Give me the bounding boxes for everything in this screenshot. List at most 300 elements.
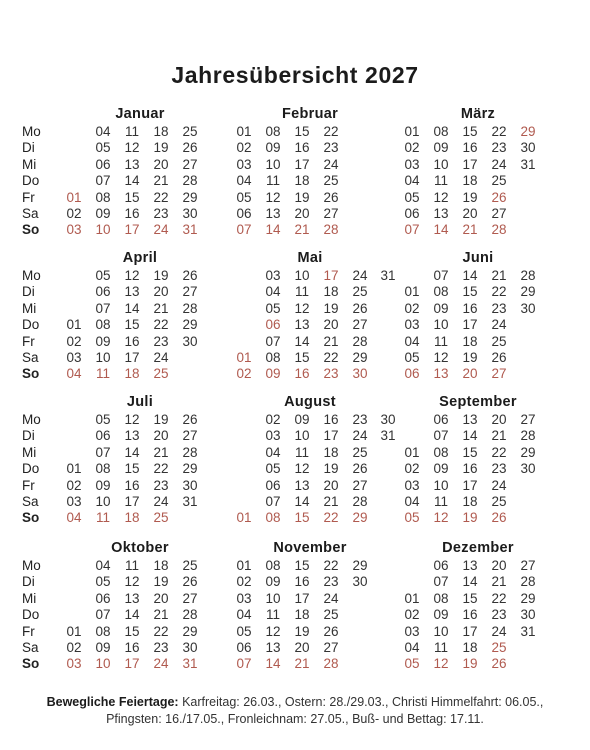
day-cell: 17	[462, 317, 478, 333]
day-cell: 27	[182, 284, 198, 300]
day-cell: 26	[182, 268, 198, 283]
day-cell: 14	[265, 222, 281, 238]
day-cell: 28	[520, 428, 536, 444]
day-cell: 28	[491, 222, 507, 238]
weekday-label: Sa	[22, 494, 39, 509]
day-cell: 24	[491, 156, 507, 172]
day-cell: 21	[491, 428, 507, 444]
day-cell: 27	[352, 317, 368, 333]
month-name: Juni	[462, 250, 494, 266]
day-cell: 25	[323, 173, 339, 189]
day-cell: 11	[95, 510, 110, 526]
day-cell: 10	[95, 494, 111, 509]
day-cell: 21	[153, 300, 169, 316]
day-cell: 27	[491, 206, 507, 221]
movable-holidays-line1: Karfreitag: 26.03., Ostern: 28./29.03., Christi Himmelfahrt: 06.05.,	[182, 695, 544, 709]
month-name: August	[284, 394, 336, 410]
day-cell: 08	[265, 350, 281, 365]
day-cell: 15	[462, 284, 478, 300]
day-cell: 21	[491, 268, 507, 283]
day-cell: 15	[124, 623, 140, 639]
weekday-label: So	[22, 222, 40, 238]
month-name: Mai	[297, 250, 323, 266]
day-cell: 26	[352, 461, 368, 477]
day-cell: 13	[433, 206, 449, 221]
day-cell: 02	[66, 640, 82, 655]
day-cell: 30	[182, 206, 198, 221]
day-cell: 23	[153, 477, 169, 493]
day-cell: 03	[236, 156, 252, 172]
day-cell: 28	[182, 300, 198, 316]
day-cell: 11	[294, 284, 309, 300]
day-cell: 14	[124, 300, 140, 316]
day-cell: 04	[404, 494, 420, 509]
day-cell: 07	[236, 656, 252, 672]
day-cell: 12	[433, 350, 449, 365]
day-cell: 17	[124, 656, 140, 672]
day-cell: 11	[433, 494, 448, 509]
day-cell: 17	[124, 222, 140, 238]
day-cell: 15	[462, 444, 478, 460]
day-cell: 30	[520, 300, 536, 316]
day-cell: 23	[352, 412, 368, 427]
day-cell: 15	[294, 558, 310, 573]
day-cell: 01	[404, 444, 420, 460]
weekday-label: So	[22, 656, 40, 672]
day-cell: 14	[294, 494, 310, 509]
day-cell: 05	[404, 189, 420, 205]
day-cell: 19	[462, 656, 478, 672]
day-cell: 01	[236, 510, 252, 526]
day-cell: 17	[462, 477, 478, 493]
day-cell: 05	[404, 510, 420, 526]
day-cell: 20	[294, 640, 310, 655]
day-cell: 04	[236, 173, 252, 189]
day-cell: 08	[95, 189, 111, 205]
day-cell: 27	[323, 206, 339, 221]
day-cell: 12	[265, 189, 281, 205]
day-cell: 18	[124, 510, 140, 526]
day-cell: 19	[323, 300, 339, 316]
day-cell: 11	[433, 333, 448, 349]
day-cell: 22	[153, 461, 169, 477]
day-cell: 17	[323, 268, 339, 283]
day-cell: 19	[153, 574, 169, 590]
day-cell: 24	[491, 623, 507, 639]
day-cell: 19	[462, 189, 478, 205]
day-cell: 12	[433, 656, 449, 672]
day-cell: 15	[294, 350, 310, 365]
day-cell: 24	[153, 222, 169, 238]
day-cell: 09	[95, 640, 111, 655]
day-cell: 29	[182, 623, 198, 639]
day-cell: 10	[433, 477, 449, 493]
weekday-label: Di	[22, 140, 35, 156]
day-cell: 17	[323, 428, 339, 444]
day-cell: 11	[124, 124, 139, 139]
day-cell: 03	[404, 623, 420, 639]
day-cell: 29	[352, 510, 368, 526]
day-cell: 20	[153, 590, 169, 606]
day-cell: 21	[491, 574, 507, 590]
day-cell: 22	[323, 510, 339, 526]
day-cell: 17	[124, 494, 140, 509]
day-cell: 30	[520, 140, 536, 156]
day-cell: 22	[323, 350, 339, 365]
day-cell: 23	[323, 366, 339, 382]
month-name: November	[273, 540, 347, 556]
day-cell: 26	[182, 574, 198, 590]
day-cell: 28	[323, 222, 339, 238]
day-cell: 08	[433, 590, 449, 606]
day-cell: 22	[323, 558, 339, 573]
day-cell: 08	[95, 461, 111, 477]
day-cell: 21	[323, 333, 339, 349]
day-cell: 23	[323, 140, 339, 156]
day-cell: 03	[265, 268, 281, 283]
weekday-label: Sa	[22, 350, 39, 365]
day-cell: 11	[433, 173, 448, 189]
day-cell: 20	[323, 477, 339, 493]
day-cell: 13	[294, 477, 310, 493]
day-cell: 15	[294, 510, 310, 526]
day-cell: 16	[462, 461, 478, 477]
day-cell: 09	[294, 412, 310, 427]
day-cell: 12	[265, 623, 281, 639]
day-cell: 06	[433, 558, 449, 573]
day-cell: 18	[124, 366, 140, 382]
day-cell: 16	[462, 607, 478, 623]
day-cell: 11	[294, 444, 309, 460]
day-cell: 19	[153, 412, 169, 427]
day-cell: 18	[294, 173, 310, 189]
day-cell: 21	[462, 222, 478, 238]
day-cell: 31	[520, 156, 536, 172]
day-cell: 09	[433, 140, 449, 156]
day-cell: 24	[352, 268, 368, 283]
day-cell: 08	[265, 510, 281, 526]
day-cell: 27	[323, 640, 339, 655]
month-name: Oktober	[111, 540, 169, 556]
day-cell: 11	[124, 558, 139, 573]
day-cell: 18	[462, 494, 478, 509]
day-cell: 04	[265, 444, 281, 460]
day-cell: 26	[491, 656, 507, 672]
day-cell: 21	[294, 222, 310, 238]
day-cell: 08	[95, 317, 111, 333]
weekday-label: Di	[22, 428, 35, 444]
day-cell: 23	[491, 607, 507, 623]
month-name: Dezember	[442, 540, 514, 556]
day-cell: 12	[433, 510, 449, 526]
day-cell: 20	[153, 428, 169, 444]
day-cell: 13	[124, 428, 140, 444]
day-cell: 31	[380, 428, 396, 444]
day-cell: 19	[462, 510, 478, 526]
day-cell: 01	[236, 350, 252, 365]
day-cell: 01	[404, 124, 420, 139]
day-cell: 11	[95, 366, 110, 382]
day-cell: 09	[433, 300, 449, 316]
day-cell: 18	[462, 333, 478, 349]
day-cell: 15	[124, 461, 140, 477]
day-cell: 08	[433, 444, 449, 460]
day-cell: 30	[182, 477, 198, 493]
day-cell: 07	[95, 444, 111, 460]
day-cell: 27	[182, 156, 198, 172]
day-cell: 26	[352, 300, 368, 316]
day-cell: 06	[404, 206, 420, 221]
day-cell: 03	[66, 656, 82, 672]
day-cell: 21	[153, 444, 169, 460]
day-cell: 05	[95, 574, 111, 590]
day-cell: 02	[66, 206, 82, 221]
day-cell: 27	[520, 412, 536, 427]
day-cell: 15	[462, 590, 478, 606]
day-cell: 29	[520, 124, 536, 139]
day-cell: 10	[95, 350, 111, 365]
day-cell: 25	[352, 444, 368, 460]
day-cell: 28	[352, 333, 368, 349]
day-cell: 16	[294, 574, 310, 590]
day-cell: 18	[462, 640, 478, 655]
day-cell: 16	[294, 366, 310, 382]
day-cell: 01	[66, 317, 82, 333]
day-cell: 25	[153, 510, 169, 526]
day-cell: 31	[182, 494, 198, 509]
day-cell: 06	[95, 156, 111, 172]
movable-holidays-label: Bewegliche Feiertage:	[46, 695, 179, 709]
weekday-label: Mi	[22, 590, 37, 606]
day-cell: 21	[323, 494, 339, 509]
day-cell: 22	[491, 124, 507, 139]
day-cell: 17	[294, 590, 310, 606]
weekday-label: So	[22, 366, 40, 382]
day-cell: 26	[182, 412, 198, 427]
day-cell: 29	[182, 461, 198, 477]
day-cell: 29	[182, 317, 198, 333]
day-cell: 03	[265, 428, 281, 444]
day-cell: 02	[404, 140, 420, 156]
day-cell: 03	[66, 222, 82, 238]
day-cell: 23	[491, 140, 507, 156]
day-cell: 11	[265, 607, 280, 623]
day-cell: 18	[323, 284, 339, 300]
day-cell: 22	[491, 284, 507, 300]
day-cell: 14	[124, 444, 140, 460]
day-cell: 20	[153, 156, 169, 172]
day-cell: 06	[95, 590, 111, 606]
month-name: März	[460, 106, 496, 122]
day-cell: 25	[491, 494, 507, 509]
day-cell: 05	[265, 461, 281, 477]
day-cell: 23	[491, 300, 507, 316]
day-cell: 21	[153, 607, 169, 623]
day-cell: 09	[433, 461, 449, 477]
day-cell: 16	[462, 140, 478, 156]
day-cell: 03	[236, 590, 252, 606]
day-cell: 10	[433, 317, 449, 333]
day-cell: 27	[491, 366, 507, 382]
day-cell: 07	[265, 494, 281, 509]
day-cell: 13	[265, 640, 281, 655]
day-cell: 04	[404, 173, 420, 189]
day-cell: 22	[491, 590, 507, 606]
day-cell: 18	[294, 607, 310, 623]
day-cell: 14	[124, 607, 140, 623]
day-cell: 26	[491, 510, 507, 526]
day-cell: 05	[95, 140, 111, 156]
day-cell: 22	[153, 317, 169, 333]
day-cell: 29	[520, 284, 536, 300]
day-cell: 03	[404, 156, 420, 172]
day-cell: 30	[520, 461, 536, 477]
day-cell: 12	[124, 412, 140, 427]
weekday-label: Do	[22, 317, 40, 333]
day-cell: 04	[95, 124, 111, 139]
day-cell: 10	[95, 656, 111, 672]
day-cell: 15	[294, 124, 310, 139]
day-cell: 09	[95, 333, 111, 349]
day-cell: 15	[462, 124, 478, 139]
day-cell: 22	[153, 189, 169, 205]
day-cell: 14	[294, 333, 310, 349]
day-cell: 10	[265, 590, 281, 606]
weekday-label: Mi	[22, 444, 37, 460]
day-cell: 13	[462, 412, 478, 427]
day-cell: 27	[352, 477, 368, 493]
day-cell: 07	[95, 173, 111, 189]
day-cell: 01	[404, 284, 420, 300]
day-cell: 23	[323, 574, 339, 590]
day-cell: 19	[462, 350, 478, 365]
day-cell: 13	[265, 206, 281, 221]
day-cell: 31	[182, 222, 198, 238]
weekday-label: Do	[22, 607, 40, 623]
day-cell: 16	[323, 412, 339, 427]
day-cell: 19	[153, 140, 169, 156]
movable-holidays-note	[0, 694, 590, 728]
day-cell: 25	[491, 173, 507, 189]
day-cell: 09	[95, 206, 111, 221]
day-cell: 06	[236, 640, 252, 655]
weekday-label: Do	[22, 461, 40, 477]
day-cell: 18	[323, 444, 339, 460]
day-cell: 04	[404, 333, 420, 349]
month-name: September	[439, 394, 517, 410]
day-cell: 14	[124, 173, 140, 189]
day-cell: 07	[433, 268, 449, 283]
day-cell: 12	[124, 268, 140, 283]
day-cell: 18	[462, 173, 478, 189]
day-cell: 27	[182, 590, 198, 606]
day-cell: 19	[294, 623, 310, 639]
weekday-label: Fr	[22, 477, 35, 493]
day-cell: 01	[236, 558, 252, 573]
weekday-label: Di	[22, 574, 35, 590]
day-cell: 11	[265, 173, 280, 189]
weekday-label: Mo	[22, 124, 41, 139]
day-cell: 06	[95, 284, 111, 300]
day-cell: 16	[124, 640, 140, 655]
day-cell: 14	[462, 428, 478, 444]
day-cell: 24	[323, 590, 339, 606]
day-cell: 05	[95, 412, 111, 427]
day-cell: 26	[323, 623, 339, 639]
day-cell: 31	[380, 268, 396, 283]
day-cell: 06	[433, 412, 449, 427]
day-cell: 10	[433, 623, 449, 639]
month-name: Februar	[281, 106, 339, 122]
day-cell: 02	[265, 412, 281, 427]
day-cell: 05	[236, 623, 252, 639]
day-cell: 16	[124, 477, 140, 493]
day-cell: 09	[265, 140, 281, 156]
day-cell: 22	[323, 124, 339, 139]
day-cell: 10	[95, 222, 111, 238]
day-cell: 24	[153, 350, 169, 365]
weekday-label: Sa	[22, 206, 39, 221]
day-cell: 06	[265, 317, 281, 333]
day-cell: 13	[462, 558, 478, 573]
month-name: Juli	[126, 394, 154, 410]
day-cell: 14	[265, 656, 281, 672]
day-cell: 02	[404, 607, 420, 623]
day-cell: 24	[323, 156, 339, 172]
weekday-label: Mo	[22, 412, 41, 427]
weekday-label: Fr	[22, 189, 35, 205]
day-cell: 08	[433, 124, 449, 139]
day-cell: 21	[153, 173, 169, 189]
day-cell: 05	[265, 300, 281, 316]
page-title: Jahresübersicht 2027	[171, 62, 419, 88]
day-cell: 18	[153, 558, 169, 573]
day-cell: 22	[153, 623, 169, 639]
day-cell: 01	[66, 189, 82, 205]
weekday-label: Fr	[22, 333, 35, 349]
day-cell: 07	[95, 300, 111, 316]
day-cell: 10	[433, 156, 449, 172]
day-cell: 04	[265, 284, 281, 300]
day-cell: 06	[236, 206, 252, 221]
weekday-label: Di	[22, 284, 35, 300]
day-cell: 16	[462, 300, 478, 316]
day-cell: 15	[124, 189, 140, 205]
day-cell: 08	[265, 558, 281, 573]
day-cell: 25	[153, 366, 169, 382]
day-cell: 26	[182, 140, 198, 156]
day-cell: 14	[433, 222, 449, 238]
day-cell: 25	[323, 607, 339, 623]
day-cell: 12	[433, 189, 449, 205]
day-cell: 17	[462, 623, 478, 639]
weekday-label: Mi	[22, 156, 37, 172]
day-cell: 28	[323, 656, 339, 672]
day-cell: 02	[236, 574, 252, 590]
day-cell: 30	[380, 412, 396, 427]
day-cell: 07	[433, 574, 449, 590]
day-cell: 03	[66, 494, 82, 509]
day-cell: 28	[182, 607, 198, 623]
day-cell: 08	[95, 623, 111, 639]
day-cell: 02	[236, 140, 252, 156]
day-cell: 27	[520, 558, 536, 573]
day-cell: 26	[491, 189, 507, 205]
day-cell: 13	[124, 156, 140, 172]
day-cell: 03	[404, 477, 420, 493]
day-cell: 06	[404, 366, 420, 382]
day-cell: 03	[404, 317, 420, 333]
